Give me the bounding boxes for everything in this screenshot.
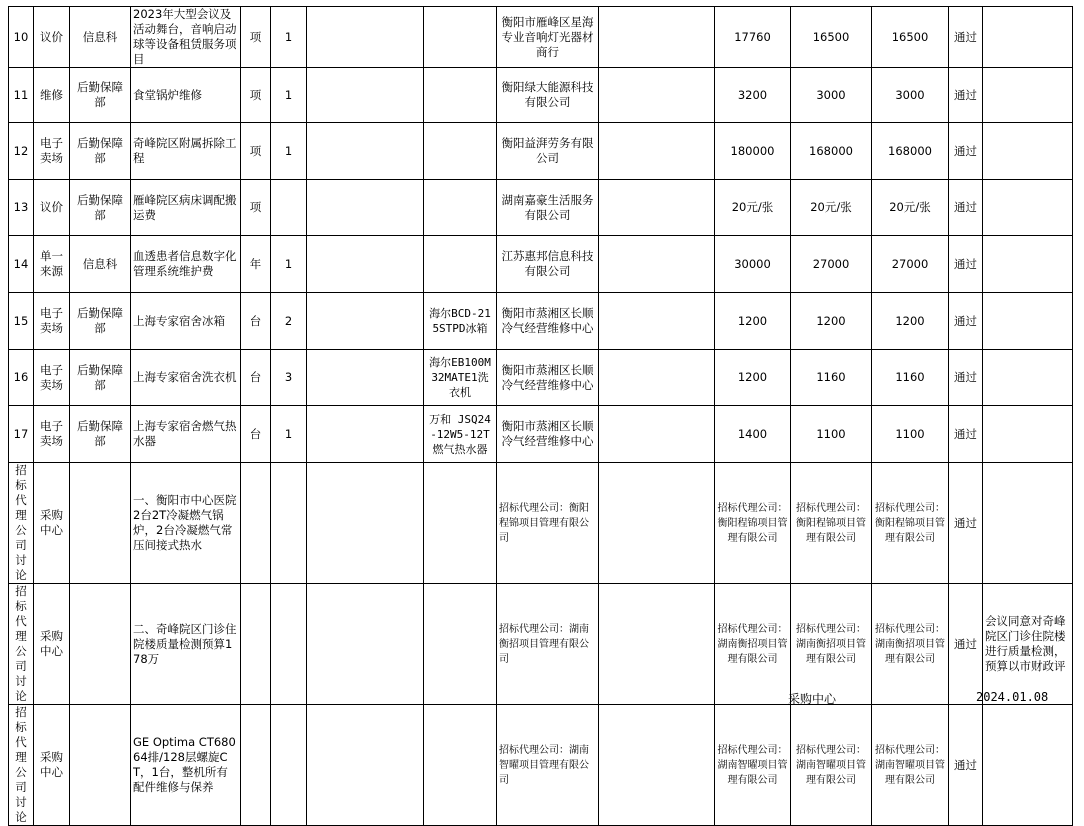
procurement-method: [34, 180, 70, 236]
quantity-text: 1: [284, 87, 293, 102]
unit: [241, 463, 271, 584]
supplier-text: 衡阳市雁峰区星海专业音响灯光器材商行: [501, 14, 594, 59]
row-number-text: 16: [13, 370, 29, 384]
result-text: 通过: [954, 515, 977, 530]
result-text: 通过: [954, 426, 977, 441]
quote-price: [715, 123, 791, 180]
result-text: 通过: [954, 143, 977, 158]
contract-price: [872, 350, 949, 406]
quantity-text: 1: [284, 143, 293, 158]
result-text: 通过: [954, 636, 977, 651]
quantity-text: 1: [284, 29, 293, 44]
remark: [983, 236, 1073, 293]
item-name: [131, 463, 241, 584]
procurement-method: [34, 68, 70, 123]
quote-price-text: 3200: [737, 87, 768, 102]
row-number-text: 11: [13, 87, 29, 102]
quote-price: [715, 463, 791, 584]
blank-a: [307, 7, 424, 68]
table-row: [9, 406, 1073, 463]
procurement-method: [34, 236, 70, 293]
quantity: [271, 68, 307, 123]
supplier-text: 衡阳绿大能源科技有限公司: [501, 80, 594, 109]
specification: [424, 68, 497, 123]
row-number: [9, 293, 34, 350]
blank-b: [599, 180, 715, 236]
quote-price: [715, 180, 791, 236]
specification: [424, 463, 497, 584]
row-number: [9, 705, 34, 826]
table-row: [9, 236, 1073, 293]
supplier: [497, 584, 599, 705]
table-row: [9, 705, 1073, 826]
remark: [983, 705, 1073, 826]
supplier: [497, 406, 599, 463]
table-row: [9, 350, 1073, 406]
supplier-text: 招标代理公司：衡阳程锦项目管理有限公司: [499, 502, 589, 544]
department: [70, 584, 131, 705]
specification: [424, 350, 497, 406]
quote-price: [715, 68, 791, 123]
table-row: [9, 180, 1073, 236]
procurement-method: [34, 584, 70, 705]
row-number: [9, 7, 34, 68]
item-name-text: 上海专家宿舍冰箱: [133, 313, 225, 328]
contract-price-text: 招标代理公司：湖南智曜项目管理有限公司: [875, 744, 945, 786]
quote-price-text: 180000: [730, 143, 775, 158]
result: [949, 180, 983, 236]
unit-text: 项: [249, 143, 262, 158]
item-name-text: 上海专家宿舍燃气热水器: [133, 419, 237, 448]
unit-text: 项: [249, 29, 262, 44]
result: [949, 705, 983, 826]
quote-price-text: 30000: [734, 256, 771, 271]
final-price-text: 16500: [812, 29, 850, 44]
specification-text: 海尔EB100M32MATE1洗衣机: [429, 356, 491, 399]
item-name: [131, 68, 241, 123]
row-number-text: 招标代理公司讨论: [15, 584, 27, 703]
final-price-text: 3000: [816, 87, 846, 102]
department-text: 信息科: [82, 256, 118, 271]
final-price: [791, 584, 872, 705]
supplier-text: 衡阳市蒸湘区长顺冷气经营维修中心: [501, 362, 594, 392]
row-number-text: 15: [13, 313, 29, 328]
quantity-text: 1: [284, 426, 293, 441]
final-price: [791, 350, 872, 406]
row-number: [9, 406, 34, 463]
item-name-text: 2023年大型会议及活动舞台，音响启动球等设备租赁服务项目: [133, 7, 237, 66]
blank-a: [307, 293, 424, 350]
quote-price-text: 20元/张: [731, 200, 774, 214]
blank-b: [599, 705, 715, 826]
quote-price-text: 1200: [737, 370, 768, 384]
procurement-method-text: 电子卖场: [40, 419, 63, 448]
footer-date: 2024.01.08: [976, 690, 1049, 704]
contract-price-text: 1100: [895, 426, 925, 441]
supplier-text: 衡阳市蒸湘区长顺冷气经营维修中心: [501, 419, 594, 448]
item-name-text: 二、奇峰院区门诊住院楼质量检测预算178万: [133, 621, 237, 666]
final-price: [791, 293, 872, 350]
row-number: [9, 350, 34, 406]
procurement-method: [34, 7, 70, 68]
result: [949, 406, 983, 463]
contract-price-text: 1200: [895, 313, 925, 328]
quote-price-text: 17760: [734, 29, 771, 44]
contract-price-text: 招标代理公司：衡阳程锦项目管理有限公司: [875, 502, 945, 544]
item-name-text: 雁峰院区病床调配搬运费: [133, 192, 237, 222]
supplier: [497, 7, 599, 68]
quantity-text: 2: [284, 313, 293, 328]
unit: [241, 123, 271, 180]
result: [949, 68, 983, 123]
quote-price-text: 招标代理公司：衡阳程锦项目管理有限公司: [717, 502, 788, 544]
contract-price: [872, 180, 949, 236]
procurement-method-text: 电子卖场: [40, 136, 63, 165]
row-number-text: 12: [13, 143, 29, 158]
row-number-text: 14: [13, 256, 29, 271]
item-name-text: 上海专家宿舍洗衣机: [133, 370, 237, 384]
item-name-text: 一、衡阳市中心医院2台2T冷凝燃气锅炉，2台冷凝燃气常压间接式热水: [133, 493, 237, 552]
contract-price-text: 16500: [891, 29, 929, 44]
result-text: 通过: [954, 87, 977, 102]
procurement-method-text: 议价: [40, 29, 63, 44]
unit: [241, 68, 271, 123]
footer-department: 采购中心: [788, 692, 837, 706]
unit-text: 项: [249, 200, 262, 214]
department-text: 后勤保障部: [77, 192, 123, 222]
quantity: [271, 236, 307, 293]
supplier: [497, 236, 599, 293]
final-price: [791, 68, 872, 123]
contract-price: [872, 123, 949, 180]
final-price: [791, 705, 872, 826]
quote-price: [715, 406, 791, 463]
unit: [241, 180, 271, 236]
final-price: [791, 123, 872, 180]
contract-price: [872, 236, 949, 293]
department: [70, 463, 131, 584]
row-number-text: 招标代理公司讨论: [15, 463, 27, 582]
remark: [983, 7, 1073, 68]
result-text: 通过: [954, 370, 977, 384]
blank-a: [307, 350, 424, 406]
final-price: [791, 180, 872, 236]
result: [949, 7, 983, 68]
quote-price: [715, 350, 791, 406]
item-name: [131, 584, 241, 705]
remark: [983, 293, 1073, 350]
quantity: [271, 406, 307, 463]
remark: [983, 406, 1073, 463]
final-price: [791, 406, 872, 463]
blank-a: [307, 68, 424, 123]
procurement-method-text: 单一来源: [40, 249, 63, 278]
item-name: [131, 350, 241, 406]
remark: [983, 463, 1073, 584]
row-number: [9, 463, 34, 584]
result-text: 通过: [954, 757, 977, 772]
unit: [241, 705, 271, 826]
final-price-text: 168000: [809, 143, 853, 158]
row-number: [9, 68, 34, 123]
table-row: [9, 293, 1073, 350]
row-number: [9, 236, 34, 293]
result: [949, 293, 983, 350]
row-number-text: 13: [13, 200, 29, 214]
remark: [983, 123, 1073, 180]
specification: [424, 406, 497, 463]
result-text: 通过: [954, 313, 977, 328]
final-price-text: 招标代理公司：湖南智曜项目管理有限公司: [796, 744, 866, 786]
quantity: [271, 584, 307, 705]
contract-price: [872, 406, 949, 463]
blank-a: [307, 123, 424, 180]
unit: [241, 236, 271, 293]
unit-text: 台: [249, 426, 262, 441]
unit-text: 台: [249, 313, 262, 328]
department-text: 后勤保障部: [77, 80, 123, 109]
contract-price-text: 招标代理公司：湖南衡招项目管理有限公司: [875, 623, 945, 665]
blank-b: [599, 7, 715, 68]
supplier: [497, 123, 599, 180]
item-name: [131, 293, 241, 350]
specification-text: 万和 JSQ24-12W5-12T燃气热水器: [429, 412, 491, 456]
specification: [424, 293, 497, 350]
blank-b: [599, 293, 715, 350]
table-row: [9, 463, 1073, 584]
blank-a: [307, 463, 424, 584]
supplier-text: 湖南嘉豪生活服务有限公司: [501, 192, 594, 222]
row-number-text: 招标代理公司讨论: [15, 705, 27, 824]
contract-price-text: 3000: [895, 87, 925, 102]
row-number-text: 17: [13, 426, 29, 441]
blank-a: [307, 584, 424, 705]
blank-b: [599, 350, 715, 406]
contract-price: [872, 68, 949, 123]
supplier: [497, 350, 599, 406]
quote-price-text: 招标代理公司：湖南衡招项目管理有限公司: [717, 623, 788, 665]
quote-price-text: 1400: [737, 426, 768, 441]
row-number: [9, 180, 34, 236]
quote-price: [715, 293, 791, 350]
item-name: [131, 236, 241, 293]
blank-a: [307, 236, 424, 293]
supplier-text: 衡阳益湃劳务有限公司: [501, 136, 594, 165]
row-number: [9, 123, 34, 180]
department: [70, 68, 131, 123]
remark: [983, 350, 1073, 406]
blank-a: [307, 406, 424, 463]
row-number: [9, 584, 34, 705]
supplier: [497, 705, 599, 826]
blank-a: [307, 180, 424, 236]
item-name: [131, 705, 241, 826]
department: [70, 293, 131, 350]
result-text: 通过: [954, 29, 977, 44]
unit: [241, 7, 271, 68]
contract-price: [872, 293, 949, 350]
supplier-text: 招标代理公司：湖南衡招项目管理有限公司: [499, 623, 589, 665]
procurement-method-text: 议价: [40, 200, 63, 214]
procurement-method: [34, 463, 70, 584]
procurement-method: [34, 406, 70, 463]
item-name-text: GE Optima CT680 64排/128层螺旋CT，1台，整机所有配件维修与保养: [133, 735, 236, 794]
table-row: [9, 584, 1073, 705]
blank-b: [599, 236, 715, 293]
contract-price: [872, 584, 949, 705]
unit-text: 台: [249, 370, 262, 384]
procurement-method: [34, 123, 70, 180]
quantity: [271, 293, 307, 350]
department: [70, 350, 131, 406]
supplier-text: 招标代理公司：湖南智曜项目管理有限公司: [499, 744, 589, 786]
result-text: 通过: [954, 256, 977, 271]
procurement-method-text: 电子卖场: [40, 306, 63, 335]
specification: [424, 236, 497, 293]
quantity: [271, 705, 307, 826]
result: [949, 463, 983, 584]
contract-price-text: 27000: [891, 256, 929, 271]
unit: [241, 584, 271, 705]
department-text: 后勤保障部: [77, 306, 123, 335]
result: [949, 350, 983, 406]
procurement-method-text: 维修: [40, 87, 63, 102]
final-price: [791, 7, 872, 68]
remark-text: 会议同意对奇峰院区门诊住院楼进行质量检测，预算以市财政评: [985, 614, 1066, 673]
supplier: [497, 463, 599, 584]
item-name-text: 食堂锅炉维修: [133, 87, 202, 102]
unit: [241, 350, 271, 406]
result: [949, 123, 983, 180]
quote-price-text: 1200: [737, 313, 768, 328]
supplier: [497, 180, 599, 236]
final-price-text: 20元/张: [810, 200, 852, 214]
supplier-text: 江苏惠邦信息科技有限公司: [501, 249, 594, 278]
specification: [424, 705, 497, 826]
blank-b: [599, 68, 715, 123]
quantity: [271, 123, 307, 180]
table-row: [9, 68, 1073, 123]
quantity: [271, 180, 307, 236]
unit: [241, 406, 271, 463]
unit-text: 年: [249, 256, 262, 271]
final-price-text: 1160: [816, 370, 846, 384]
remark: [983, 68, 1073, 123]
blank-b: [599, 463, 715, 584]
specification: [424, 7, 497, 68]
result: [949, 236, 983, 293]
specification: [424, 584, 497, 705]
result-text: 通过: [954, 200, 977, 214]
supplier: [497, 68, 599, 123]
row-number-text: 10: [13, 29, 29, 44]
final-price-text: 招标代理公司：湖南衡招项目管理有限公司: [796, 623, 866, 665]
department: [70, 180, 131, 236]
department-text: 后勤保障部: [77, 362, 123, 392]
quote-price: [715, 705, 791, 826]
remark: [983, 180, 1073, 236]
contract-price: [872, 7, 949, 68]
quantity: [271, 350, 307, 406]
quantity: [271, 7, 307, 68]
contract-price: [872, 463, 949, 584]
blank-a: [307, 705, 424, 826]
contract-price-text: 1160: [895, 370, 925, 384]
final-price-text: 招标代理公司：衡阳程锦项目管理有限公司: [796, 502, 866, 544]
final-price-text: 1200: [816, 313, 846, 328]
procurement-method-text: 采购中心: [40, 750, 63, 779]
item-name-text: 奇峰院区附属拆除工程: [133, 136, 237, 165]
procurement-method-text: 采购中心: [40, 508, 63, 537]
procurement-table: [8, 6, 1073, 826]
blank-b: [599, 406, 715, 463]
table-row: [9, 7, 1073, 68]
final-price-text: 27000: [812, 256, 850, 271]
department: [70, 236, 131, 293]
quote-price: [715, 584, 791, 705]
unit: [241, 293, 271, 350]
quote-price: [715, 7, 791, 68]
procurement-method: [34, 705, 70, 826]
quote-price-text: 招标代理公司：湖南智曜项目管理有限公司: [717, 744, 788, 786]
department-text: 后勤保障部: [77, 136, 123, 165]
supplier-text: 衡阳市蒸湘区长顺冷气经营维修中心: [501, 306, 594, 335]
specification: [424, 123, 497, 180]
item-name: [131, 406, 241, 463]
supplier: [497, 293, 599, 350]
department: [70, 7, 131, 68]
department: [70, 406, 131, 463]
department-text: 信息科: [82, 29, 118, 44]
quote-price: [715, 236, 791, 293]
contract-price-text: 168000: [888, 143, 932, 158]
item-name-text: 血透患者信息数字化管理系统维护费: [133, 249, 237, 278]
procurement-method: [34, 350, 70, 406]
remark: [983, 584, 1073, 705]
procurement-method-text: 采购中心: [40, 629, 63, 658]
procurement-method: [34, 293, 70, 350]
blank-b: [599, 123, 715, 180]
specification: [424, 180, 497, 236]
quantity-text: 1: [284, 256, 293, 271]
department-text: 后勤保障部: [77, 419, 123, 448]
contract-price-text: 20元/张: [889, 200, 931, 214]
unit-text: 项: [249, 87, 262, 102]
item-name: [131, 180, 241, 236]
table-row: [9, 123, 1073, 180]
item-name: [131, 7, 241, 68]
final-price: [791, 463, 872, 584]
blank-b: [599, 584, 715, 705]
quantity: [271, 463, 307, 584]
department: [70, 123, 131, 180]
item-name: [131, 123, 241, 180]
procurement-method-text: 电子卖场: [40, 362, 63, 392]
department: [70, 705, 131, 826]
final-price-text: 1100: [816, 426, 846, 441]
quantity-text: 3: [284, 370, 293, 384]
final-price: [791, 236, 872, 293]
specification-text: 海尔BCD-215STPD冰箱: [429, 307, 491, 335]
contract-price: [872, 705, 949, 826]
result: [949, 584, 983, 705]
